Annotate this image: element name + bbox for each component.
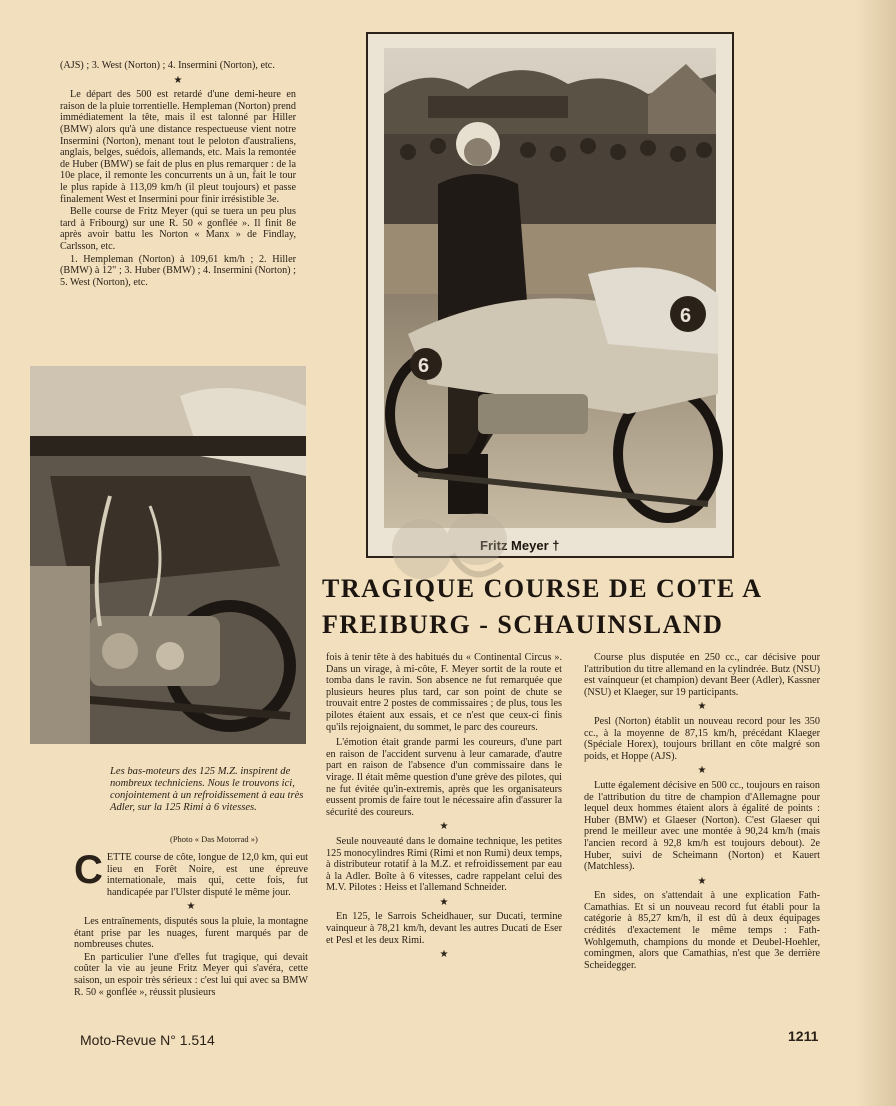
intro-text: ETTE course de côte, longue de 12,0 km, qui eut lieu en Forêt Noire, est une épreuve internationale, mais qui, cette fois, fut handicapée par l'Ulster disputé le même jour. — [106, 852, 308, 898]
photo-caption-name: Fritz Meyer † — [480, 538, 560, 553]
paragraph-250: Course plus disputée en 250 cc., car décisive pour l'attribution du titre allemand en la cylindrée. Butz (NSU) est vainqueur (et champion) devant Beer (Adler), Kassner (NSU) et Klaeger, sur 19 participants. — [584, 652, 820, 698]
engine-photo — [30, 366, 306, 744]
right-column — [584, 652, 820, 972]
separator-star: ★ — [697, 701, 707, 713]
rider-photo — [366, 32, 734, 558]
paragraph-500-race: Le départ des 500 est retardé d'une demi-heure en raison de la pluie torrentielle. Hempleman (Norton) prend immédiatement la tête, mais il est talonné par Hiller (BMW) alors qu'à une distance respectueuse vient notre Insermini (Norton), menant tout le peloton d'australiens, anglais, belges, suédois, allemands, etc. Mais la remontée de Huber (BMW) se fait de plus en plus remarquer : de la 10e place, il remonte les concurrents un à un, fait le tour le plus rapide à 113,09 km/h (il pleut toujours) et passe finalement West et Insermini pour finir irrésistible 3e. — [60, 89, 296, 205]
separator-star: ★ — [697, 875, 707, 887]
left-column-bottom — [74, 848, 308, 999]
separator-star: ★ — [186, 901, 196, 913]
paragraph-350: Pesl (Norton) établit un nouveau record pour les 350 cc., à la moyenne de 87,15 km/h, précédant Klaeger (Spéciale Horex), toujours brillant en côte malgré son poids, et Hoppe (AJS). — [584, 715, 820, 762]
paragraph-crash: fois à tenir tête à des habitués du « Continental Circus ». Dans un virage, à mi-côte, F. Meyer sortit de la route et tomba dans le ravin. Son absence ne fut remarquée que plusieurs heures plus tard, car son point de chute se trouvait entre 2 postes de commissaires ; de plus, tous les pilotes étaient aux essais, et ce n'est que ceux-ci finis qu'ils rejoignaient, du sommet, le parc des coureurs. — [326, 652, 562, 733]
paragraph-accident: En particulier l'une d'elles fut tragique, qui devait coûter la vie au jeune Fritz Meyer qui s'avéra, cette saison, un espoir très sérieux : c'est lui qui avec sa BMW R. 50 « gonflée », réussit plusieurs — [74, 951, 308, 998]
paragraph-rimi: Seule nouveauté dans le domaine technique, les petites 125 monocylindres Rimi (Rimi et non Rumi) deux temps, à distributeur rotatif à la M.Z. et refroidissement par eau à la Adler. Boîte à 6 vitesses, cadre rappelant celui des M.V. Pilotes : Heiss et l'allemand Schneider. — [326, 835, 562, 894]
separator-star: ★ — [439, 821, 449, 833]
separator-star: ★ — [439, 949, 449, 961]
drop-cap: C — [74, 848, 103, 892]
svg-text:6: 6 — [418, 355, 430, 377]
page-number: 1211 — [788, 1028, 819, 1044]
headline-line2: FREIBURG - SCHAUINSLAND — [322, 610, 724, 639]
results-500: 1. Hempleman (Norton) à 109,61 km/h ; 2. Hiller (BMW) à 12" ; 3. Huber (BMW) ; 4. Insermini (Norton) ; 5. West (Norton), etc. — [60, 253, 296, 288]
separator-star: ★ — [697, 765, 707, 777]
separator-star: ★ — [173, 74, 183, 86]
paragraph-fritz-meyer: Belle course de Fritz Meyer (qui se tuera un peu plus tard à Fribourg) sur une R. 50 « gonflée ». Il finit 8e après avoir battu les Norton « Manx » de Findlay, Carlsson, etc. — [60, 206, 296, 252]
middle-column — [326, 652, 562, 964]
paragraph-125: En 125, le Sarrois Scheidhauer, sur Ducati, termine vainqueur à 78,21 km/h, devant les autres Ducati de Eser et Pesl et les deux Rimi. — [326, 911, 562, 946]
paragraph-emotion: L'émotion était grande parmi les coureurs, d'une part en raison de l'accident survenu à leur camarade, d'autre part en raison de l'absence d'un commissaire dans le virage. Il était même question d'une grève des pilotes, qui ne fut évitée qu'in-extremis, après que les organisateurs eussent promis de faire tout le nécessaire afin d'assurer la sécurité des coureurs. — [326, 737, 562, 818]
paragraph-practice: Les entraînements, disputés sous la pluie, la montagne étant prise par les nuages, furent marqués par de nombreuses chutes. — [74, 915, 308, 951]
magazine-footer: Moto-Revue N° 1.514 — [80, 1032, 215, 1048]
separator-star: ★ — [439, 896, 449, 908]
rider-illustration — [368, 34, 732, 556]
results-continued: (AJS) ; 3. West (Norton) ; 4. Insermini (Norton), etc. — [60, 60, 275, 71]
engine-illustration — [30, 366, 306, 744]
photo-credit: (Photo « Das Motorrad ») — [170, 834, 258, 844]
paragraph-sides: En sides, on s'attendait à une explication Fath-Camathias. Et si un nouveau record fut établi pour la catégorie à 85,27 km/h, il est dû à deux équipages crédités d'exactement le même temps : Fath-Wohlgemuth, champions du monde et Deubel-Hoehler, comingmen, alors que Camathias, n'est que 3e derrière Scheidegger. — [584, 890, 820, 971]
intro-paragraph — [74, 848, 308, 898]
paragraph-500: Lutte également décisive en 500 cc., toujours en raison de l'attribution du titre de champion d'Allemagne pour lequel deux hommes étaient alors à égalité de points : Huber (BMW) et Glaeser (Norton). C'est Glaeser qui prend le meilleur avec une montée à 90,24 km/h (mais l'ancien record à 92,8 km/h est toujours debout). 2e Huber, suivi de Scheimann (Norton) et Kauert (Matchless). — [584, 779, 820, 873]
svg-text:6: 6 — [680, 305, 692, 327]
engine-photo-caption: Les bas-moteurs des 125 M.Z. inspirent de nombreux techniciens. Nous le trouvons ici, conjointement à un refroidissement à eau très Adler, sur la 125 Rimi à 6 vitesses. — [110, 766, 304, 813]
left-column-top — [60, 60, 296, 289]
page-edge-shadow — [856, 0, 896, 1106]
headline-line1: TRAGIQUE COURSE DE COTE A — [322, 574, 763, 603]
